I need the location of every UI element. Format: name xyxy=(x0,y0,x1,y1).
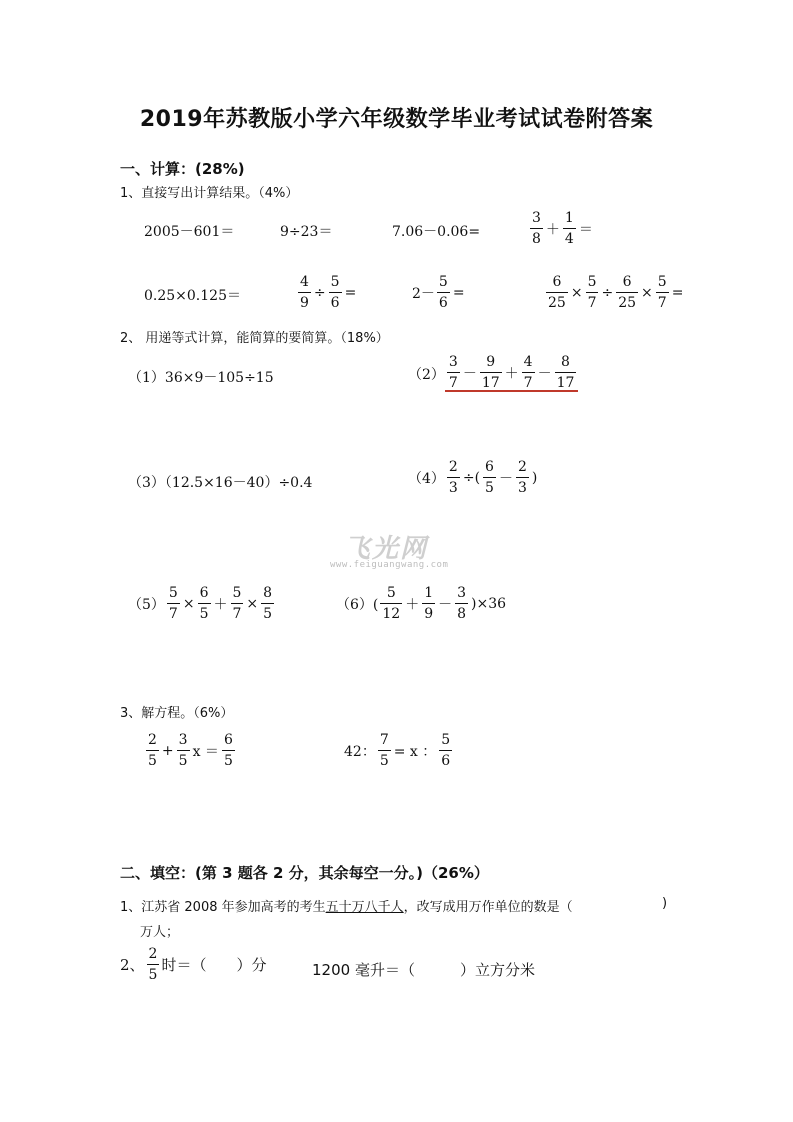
q2-problem-3: （3）（12.5×16－40）÷0.4 xyxy=(128,475,313,491)
q3-label: 3、解方程。（6%） xyxy=(120,706,234,721)
fill-q1-close: ) xyxy=(662,896,668,911)
q1-problem-6: $\frac{4}{9}$ ÷ $\frac{5}{6}$ = xyxy=(300,274,357,311)
watermark-text: 飞光网 xyxy=(344,534,429,564)
q1-problem-8: $\frac{6}{25}$ × $\frac{5}{7}$ ÷ $\frac{6}{25}$ × $\frac{5}{7}$ = xyxy=(548,274,684,311)
q1-problem-4: $\frac{3}{8}$ ＋ $\frac{1}{4}$ ＝ xyxy=(532,210,593,247)
q2-problem-2: （2） $\frac{3}{7}$ － $\frac{9}{17}$ ＋ $\frac{4}{7}$ － $\frac{8}{17}$ xyxy=(408,355,578,392)
fraction: $\frac{3}{8}$ xyxy=(532,210,541,247)
fraction: $\frac{1}{4}$ xyxy=(564,210,574,247)
q1-problem-7: 2－ $\frac{5}{6}$ = xyxy=(412,274,465,311)
fill-q1-line2: 万人； xyxy=(140,925,180,940)
page-title: 2019年苏教版小学六年级数学毕业考试试卷附答案 xyxy=(139,107,654,132)
section2-heading: 二、填空：(第 3 题各 2 分，其余每空一分。)（26%） xyxy=(120,864,489,882)
q2-problem-6: （6）( $\frac{5}{12}$ ＋ $\frac{1}{9}$ － $\frac{3}{8}$ )×36 xyxy=(336,585,507,622)
watermark-url: www.feiguangwang.com xyxy=(330,560,449,570)
q2-label: 2、 用递等式计算，能简算的要简算。（18%） xyxy=(120,331,389,346)
watermark-logo xyxy=(330,528,460,584)
q1-problem-3: 7.06－0.06= xyxy=(392,224,481,240)
q2-problem-4: （4） $\frac{2}{3}$ ÷( $\frac{6}{5}$ － $\frac{2}{3}$ ) xyxy=(408,459,538,496)
q1-problem-2: 9÷23＝ xyxy=(280,224,333,240)
fill-q2-part2: 1200 毫升＝（ ）立方分米 xyxy=(312,961,535,979)
q2-problem-5: （5） $\frac{5}{7}$ × $\frac{6}{5}$ ＋ $\frac{5}{7}$ × $\frac{8}{5}$ xyxy=(128,585,273,622)
equation-1: $\frac{2}{5}$ + $\frac{3}{5}$ x ＝ $\frac{6}{5}$ xyxy=(148,732,233,769)
section1-heading: 一、计算：(28%) xyxy=(120,160,245,178)
q1-label: 1、直接写出计算结果。（4%） xyxy=(120,186,299,201)
fill-q2: 2、 $\frac{2}{5}$ 时＝（ ）分 xyxy=(120,946,267,983)
q1-problem-1: 2005－601＝ xyxy=(144,224,235,240)
q1-problem-5: 0.25×0.125＝ xyxy=(144,288,241,304)
underlined-number: 五十万八千人 xyxy=(325,900,404,915)
q2-problem-1: （1）36×9－105÷15 xyxy=(128,370,274,386)
equation-2: 42： $\frac{7}{5}$ = x ： $\frac{5}{6}$ xyxy=(344,732,451,769)
fill-q1: 1、江苏省 2008 年参加高考的考生五十万八千人，改写成用万作单位的数是（ xyxy=(120,900,573,915)
